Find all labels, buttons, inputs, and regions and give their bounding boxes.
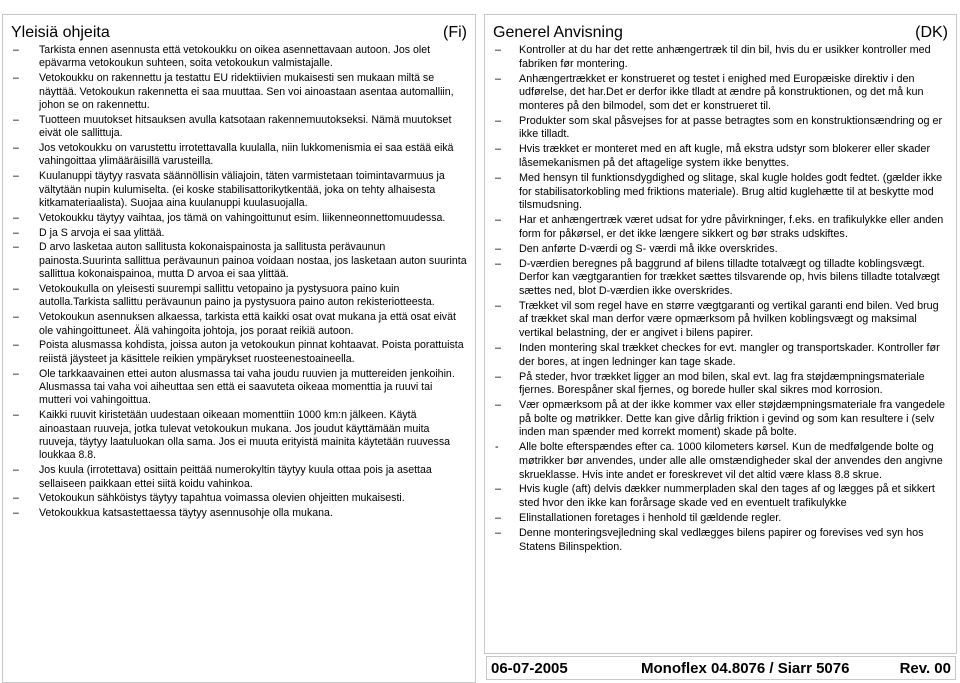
dk-list-item — [493, 483, 948, 510]
dk-list-item — [493, 214, 948, 241]
bullet-dash: – — [13, 72, 19, 85]
fi-list-item — [11, 72, 467, 112]
dk-list-item — [493, 44, 948, 71]
fi-list-item — [11, 241, 467, 281]
dk-list-item — [493, 527, 948, 554]
bullet-dash: – — [495, 242, 502, 255]
danish-heading — [493, 23, 948, 42]
bullet-dash: – — [495, 341, 502, 354]
fi-list-item — [11, 464, 467, 491]
bullet-dash: – — [13, 113, 19, 126]
fi-item-text: Jos kuula (irrotettava) osittain peittää numerokyltin täytyy kuula ottaa pois ja asettaa sellaiseen paikkaan ettei siitä koidu vahinkoa. — [39, 464, 432, 490]
dk-list-item — [493, 143, 948, 170]
bullet-dash: – — [13, 367, 19, 380]
dk-list-item — [493, 441, 948, 482]
dk-item-text: Elinstallationen foretages i henhold til gældende regler. — [519, 512, 782, 525]
fi-item-text: Tarkista ennen asennusta että vetokoukku on oikea asennettavaan autoon. Jos olet epävarma vetokoukun suhteen, soita vetokoukun valmistajalle. — [39, 44, 431, 70]
bullet-dash: – — [13, 409, 19, 422]
dk-item-text: Hvis trækket er monteret med en aft kugle, må ekstra udstyr som blokerer eller skader låsemekanismen på det aftagelige system ikke benyttes. — [519, 143, 931, 169]
bullet-dash: – — [495, 214, 502, 227]
finnish-heading — [11, 23, 467, 42]
fi-item-text: Vetokoukku täytyy vaihtaa, jos tämä on vahingoittunut esim. liikenneonnettomuudessa. — [39, 211, 446, 224]
dk-item-text: Produkter som skal påsvejses for at passe betragtes som en konstruktionsændring og er ikke tilladt. — [519, 114, 943, 141]
footer-revision: Rev. 00 — [899, 659, 951, 677]
bullet-dash: – — [13, 283, 19, 296]
bullet-dash: – — [13, 211, 19, 224]
fi-list-item — [11, 409, 467, 463]
fi-list-item — [11, 114, 467, 141]
bullet-dash: – — [495, 370, 502, 383]
bullet-dash: – — [13, 492, 19, 505]
fi-list-item — [11, 368, 467, 408]
danish-instruction-list — [493, 44, 948, 554]
bullet-dash: – — [495, 114, 502, 127]
footer-product-code: Monoflex 04.8076 / Siarr 5076 — [641, 659, 850, 677]
fi-item-text: Vetokoukku on rakennettu ja testattu EU ridektiivien mukaisesti sen mukaan miltä se näyttää. Vetokoukun rakennetta ei saa muuttaa. Sen voi ainoastaan asentaa automalliin, johon se on rakennettu. — [39, 72, 454, 112]
bullet-dash: – — [495, 512, 502, 525]
dk-item-text: Hvis kugle (aft) delvis dækker nummerpladen skal den tages af og lægges på et sikkert sted hvor den ikke kan forårsage skade ved en eventuelt trafikulykke — [519, 483, 935, 510]
dk-item-text: Anhængertrækket er konstrueret og testet i enighed med Europæiske direktiv i den udførelse, det har.Det er derfor ikke tlladt at ændre på konstruktionen, og det må kun monteres på den bilmodel, som det er konstrueret til. — [519, 72, 924, 112]
dk-item-text: Denne monteringsvejledning skal vedlægges bilens papirer og forevises ved syn hos Statens Bilinspektion. — [519, 527, 924, 553]
dk-list-item — [493, 258, 948, 299]
fi-list-item — [11, 227, 467, 240]
fi-item-text: Ole tarkkaavainen ettei auton alusmassa tai vaha joudu ruuvien ja muttereiden jenkoihin. Alusmassa tai vaha voi aiheuttaa sen että ei saavuteta oikeaa momenttia ja ruuvi tai mutteri voi vahingoittua. — [39, 367, 455, 407]
dk-item-text: Vær opmærksom på at der ikke kommer vax eller støjdæmpningsmateriale fra vangedele på bolte og møtrikker. Dette kan give dårlig friktion i gevind og som kan resultere i (selv inden man spænder med korrekt moment) skade på bolte. — [519, 399, 946, 439]
bullet-dash: – — [13, 170, 19, 183]
dk-list-item — [493, 342, 948, 369]
dk-list-item — [493, 512, 948, 526]
fi-item-text: D arvo lasketaa auton sallitusta kokonaispainosta ja sallitusta perävaunun painosta.Suurinta sallittua perävaunun painoa voidaan nostaa, jos lasketaan auton suurinta sallittua kokonaispainoa, mutta D arvoa ei saa ylittää. — [39, 241, 467, 281]
fi-list-item — [11, 283, 467, 310]
bullet-dash: – — [495, 299, 502, 312]
fi-list-item — [11, 44, 467, 71]
bullet-dash: – — [13, 339, 19, 352]
bullet-dash: – — [495, 399, 502, 412]
bullet-dash: – — [495, 143, 502, 156]
dk-item-text: Den anførte D-værdi og S- værdi må ikke overskrides. — [519, 242, 778, 255]
finnish-language-code: (Fi) — [443, 24, 467, 41]
fi-item-text: Kaikki ruuvit kiristetään uudestaan oikeaan momenttiin 1000 km:n jälkeen. Käytä ainoastaan ruuveja, jotka tulevat vetokoukun mukana. Jos joudut käyttämään muita ruuveja, täytyy laatuluokan olla sama. Jos ei muuta erityistä mainita käytetään ruuvessa loukkaa 8.8. — [39, 409, 451, 462]
danish-instructions-column — [484, 14, 957, 654]
bullet-dash: – — [495, 527, 502, 540]
bullet-dash: – — [13, 241, 19, 254]
bullet-dash: - — [495, 441, 499, 454]
dk-list-item — [493, 399, 948, 440]
dk-item-text: Kontroller at du har det rette anhængertræk til din bil, hvis du er usikker kontroller med fabriken før montering. — [519, 44, 931, 70]
finnish-instruction-list — [11, 44, 467, 521]
fi-list-item — [11, 142, 467, 169]
dk-item-text: Inden montering skal trækket checkes for evt. mangler og transportskader. Kontroller før der bores, at ingen ledninger kan tage skade. — [519, 341, 940, 368]
fi-item-text: Vetokoukkua katsastettaessa täytyy asennusohje olla mukana. — [39, 507, 333, 520]
footer-date: 06-07-2005 — [491, 659, 568, 677]
dk-list-item — [493, 300, 948, 341]
document-footer — [486, 656, 956, 680]
bullet-dash: – — [495, 257, 502, 270]
fi-list-item — [11, 170, 467, 210]
fi-list-item — [11, 339, 467, 366]
bullet-dash: – — [13, 44, 19, 56]
bullet-dash: – — [495, 44, 502, 56]
bullet-dash: – — [13, 311, 19, 324]
fi-item-text: Vetokoukun asennuksen alkaessa, tarkista että kaikki osat ovat mukana ja että osat eivät ole vahingoittuneet. Älä vahingoita johtoja, jos poraat reikiä autoon. — [39, 311, 456, 337]
dk-item-text: På steder, hvor trækket ligger an mod bilen, skal evt. lag fra støjdæmpningsmateriale fjernes. Borespåner skal fjernes, og borede huller skal sikres mod korrosion. — [519, 370, 925, 397]
bullet-dash: – — [495, 72, 502, 85]
fi-item-text: Jos vetokoukku on varustettu irrotettavalla kuulalla, niin lukkomenismia ei saa estää eikä vahingoittaa ylimääräisillä varusteilla. — [39, 142, 454, 168]
fi-item-text: Vetokoukun sähköistys täytyy tapahtua voimassa olevien ohjeitten mukaisesti. — [39, 492, 405, 505]
danish-title: Generel Anvisning — [493, 24, 623, 41]
danish-language-code: (DK) — [915, 24, 948, 41]
dk-item-text: Med hensyn til funktionsdygdighed og slitage, skal kugle holdes godt fedtet. (gælder ikke for stabilisatorkobling med friktions materiale). Brug altid kuglehætte til at beskytte mod tilsmudsning. — [519, 171, 943, 212]
fi-item-text: Poista alusmassa kohdista, joissa auton ja vetokoukun pinnat kohtaavat. Poista porattuista reiistä jäysteet ja käsittele reikien ympärykset ruosteenestoaineella. — [39, 339, 464, 365]
finnish-title: Yleisiä ohjeita — [11, 24, 110, 41]
fi-item-text: Tuotteen muutokset hitsauksen avulla katsotaan rakennemuutokseksi. Nämä muutokset eivät ole sallittuja. — [39, 113, 452, 140]
dk-list-item — [493, 73, 948, 114]
fi-list-item — [11, 507, 467, 520]
fi-list-item — [11, 212, 467, 225]
dk-list-item — [493, 243, 948, 257]
fi-item-text: D ja S arvoja ei saa ylittää. — [39, 226, 165, 239]
fi-list-item — [11, 492, 467, 505]
bullet-dash: – — [13, 142, 19, 155]
bullet-dash: – — [13, 226, 19, 239]
fi-item-text: Vetokoukulla on yleisesti suurempi sallittu vetopaino ja pystysuora paino kuin autolla.Tarkista sallittu perävaunun paino ja pystysuora paino auton rekisteriotteesta. — [39, 283, 435, 309]
dk-list-item — [493, 172, 948, 213]
dk-item-text: Har et anhængertræk været udsat for ydre påvirkninger, f.eks. en trafikulykke eller anden form for påkørsel, er det ikke længere sikkert og bør straks udskiftes. — [519, 214, 944, 240]
dk-item-text: Trækket vil som regel have en større vægtgaranti og vertikal garanti end bilen. Ved brug af trækket skal man derfor være opmærksom på hvilken koblingsvægt og maksimal vertikal belastning, der er angivet i bilens papirer. — [519, 299, 939, 339]
bullet-dash: – — [13, 507, 19, 520]
bullet-dash: – — [495, 483, 502, 496]
fi-item-text: Kuulanuppi täytyy rasvata säännöllisin väliajoin, täten varmistetaan toimintavarmuus ja vältytään nupin kulumiselta. (ei koske stabilisattorikytkentää, joka on tehty alhaisesta kitkamateriaalista). Suojaa aina kuulanuppi kuulasuojalla. — [39, 170, 445, 210]
fi-list-item — [11, 311, 467, 338]
dk-item-text: Alle bolte efterspændes efter ca. 1000 kilometers kørsel. Kun de medfølgende bolte og møtrikker bør anvendes, under alle alle omstændigheder skal der anvendes den angivne skrueklasse. Hvis inte andet er foreskrevet vil det altid være klass 8.8 skrue. — [519, 441, 943, 481]
dk-item-text: D-værdien beregnes på baggrund af bilens tilladte totalvægt og tilladte koblingsvægt. Derfor kan vægtgarantien for trækket sættes tilsvarende op, hvis bilens tilladte totalvægt sættes ned, blot D-værdien ikke overskrides. — [519, 257, 940, 297]
dk-list-item — [493, 115, 948, 142]
dk-list-item — [493, 371, 948, 398]
bullet-dash: – — [13, 464, 19, 477]
bullet-dash: – — [495, 171, 502, 184]
finnish-instructions-column — [2, 14, 476, 683]
